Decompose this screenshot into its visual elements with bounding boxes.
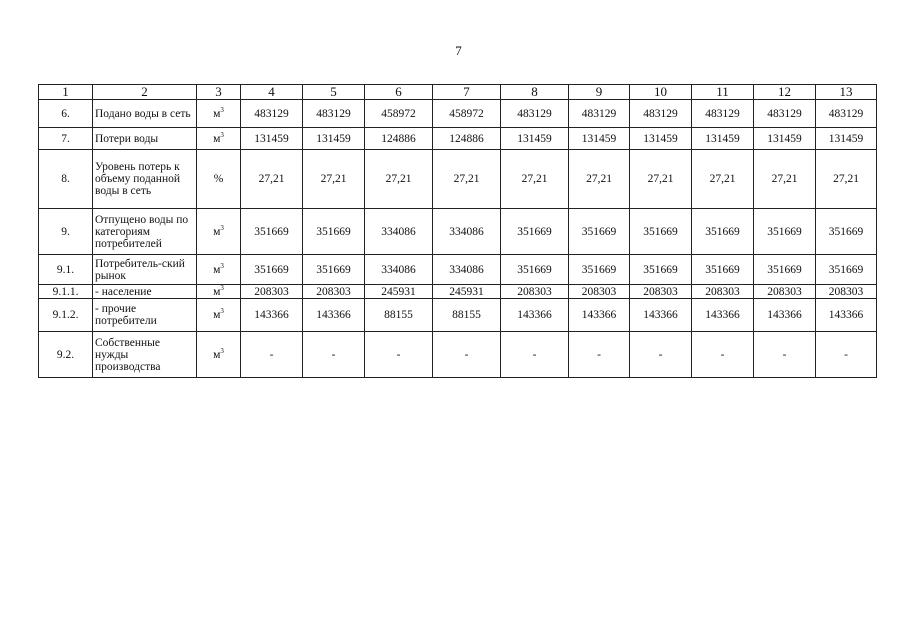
table-row	[39, 285, 877, 299]
value-cell: 124886	[433, 128, 501, 150]
unit-superscript: 3	[220, 346, 224, 355]
row-name: Отпущено воды по категориям потребителей	[93, 209, 197, 255]
value-cell: 131459	[569, 128, 630, 150]
unit-superscript: 3	[220, 284, 224, 292]
value-cell: 208303	[754, 285, 816, 299]
header-row	[39, 85, 877, 100]
value-cell: 483129	[501, 100, 569, 128]
value-cell: 351669	[501, 209, 569, 255]
unit-text: м	[213, 132, 221, 145]
value-cell: 334086	[433, 255, 501, 285]
value-cell: 131459	[630, 128, 692, 150]
row-number: 9.1.1.	[39, 285, 93, 299]
value-cell: 334086	[433, 209, 501, 255]
value-cell: 351669	[303, 255, 365, 285]
value-cell: 483129	[692, 100, 754, 128]
value-cell: 143366	[692, 299, 754, 332]
column-header: 8	[501, 85, 569, 100]
table-row	[39, 209, 877, 255]
row-unit	[197, 150, 241, 209]
value-cell: -	[816, 332, 877, 378]
value-cell: 27,21	[501, 150, 569, 209]
value-cell: 27,21	[569, 150, 630, 209]
value-cell: 483129	[303, 100, 365, 128]
table-row	[39, 332, 877, 378]
column-header: 2	[93, 85, 197, 100]
value-cell: 88155	[365, 299, 433, 332]
column-header: 10	[630, 85, 692, 100]
value-cell: 124886	[365, 128, 433, 150]
value-cell: 143366	[816, 299, 877, 332]
value-cell: 351669	[303, 209, 365, 255]
value-cell: 351669	[754, 255, 816, 285]
value-cell: 143366	[303, 299, 365, 332]
row-unit	[197, 285, 241, 299]
value-cell: 208303	[630, 285, 692, 299]
unit-text: м	[213, 309, 221, 321]
value-cell: -	[365, 332, 433, 378]
row-unit	[197, 209, 241, 255]
value-cell: 351669	[816, 209, 877, 255]
value-cell: 334086	[365, 255, 433, 285]
value-cell: 143366	[501, 299, 569, 332]
row-name: - прочие потребители	[93, 299, 197, 332]
row-name: Потребитель-ский рынок	[93, 255, 197, 285]
column-header: 6	[365, 85, 433, 100]
column-header: 12	[754, 85, 816, 100]
value-cell: 483129	[754, 100, 816, 128]
value-cell: 27,21	[241, 150, 303, 209]
unit-superscript: 3	[220, 261, 224, 270]
row-name: Уровень потерь к объему поданной воды в сеть	[93, 150, 197, 209]
value-cell: 351669	[241, 255, 303, 285]
row-unit	[197, 100, 241, 128]
unit-text: м	[213, 348, 221, 361]
value-cell: 131459	[692, 128, 754, 150]
value-cell: 245931	[433, 285, 501, 299]
row-number: 9.1.2.	[39, 299, 93, 332]
value-cell: 131459	[303, 128, 365, 150]
row-unit	[197, 255, 241, 285]
value-cell: -	[241, 332, 303, 378]
value-cell: 131459	[754, 128, 816, 150]
value-cell: 27,21	[816, 150, 877, 209]
value-cell: 131459	[241, 128, 303, 150]
table-row	[39, 150, 877, 209]
value-cell: 27,21	[433, 150, 501, 209]
unit-text: %	[213, 173, 224, 185]
unit-text: м	[213, 225, 221, 238]
value-cell: 351669	[692, 255, 754, 285]
table-row	[39, 299, 877, 332]
value-cell: 27,21	[303, 150, 365, 209]
column-header: 13	[816, 85, 877, 100]
column-header: 7	[433, 85, 501, 100]
table-row	[39, 128, 877, 150]
data-table	[38, 84, 877, 378]
column-header: 4	[241, 85, 303, 100]
value-cell: 483129	[816, 100, 877, 128]
column-header: 3	[197, 85, 241, 100]
value-cell: 208303	[303, 285, 365, 299]
column-header: 1	[39, 85, 93, 100]
value-cell: 208303	[241, 285, 303, 299]
row-number: 9.1.	[39, 255, 93, 285]
value-cell: 88155	[433, 299, 501, 332]
value-cell: -	[630, 332, 692, 378]
unit-superscript: 3	[220, 307, 224, 316]
row-number: 7.	[39, 128, 93, 150]
value-cell: 351669	[501, 255, 569, 285]
value-cell: 208303	[501, 285, 569, 299]
value-cell: 351669	[569, 255, 630, 285]
value-cell: -	[754, 332, 816, 378]
value-cell: 143366	[630, 299, 692, 332]
row-number: 8.	[39, 150, 93, 209]
value-cell: 143366	[241, 299, 303, 332]
row-unit	[197, 128, 241, 150]
value-cell: 351669	[630, 209, 692, 255]
column-header: 11	[692, 85, 754, 100]
value-cell: -	[433, 332, 501, 378]
column-header: 9	[569, 85, 630, 100]
value-cell: -	[569, 332, 630, 378]
value-cell: 27,21	[630, 150, 692, 209]
value-cell: 334086	[365, 209, 433, 255]
value-cell: 483129	[630, 100, 692, 128]
value-cell: 458972	[433, 100, 501, 128]
table-row	[39, 255, 877, 285]
row-unit	[197, 332, 241, 378]
value-cell: -	[501, 332, 569, 378]
value-cell: 143366	[569, 299, 630, 332]
value-cell: 483129	[241, 100, 303, 128]
unit-superscript: 3	[220, 223, 224, 232]
unit-superscript: 3	[220, 130, 224, 139]
page-number: 7	[455, 43, 462, 58]
value-cell: 208303	[692, 285, 754, 299]
row-unit	[197, 299, 241, 332]
row-number: 9.	[39, 209, 93, 255]
value-cell: 351669	[630, 255, 692, 285]
value-cell: 351669	[816, 255, 877, 285]
value-cell: 458972	[365, 100, 433, 128]
row-number: 9.2.	[39, 332, 93, 378]
column-header: 5	[303, 85, 365, 100]
unit-text: м	[213, 107, 221, 120]
value-cell: 27,21	[692, 150, 754, 209]
value-cell: 208303	[569, 285, 630, 299]
value-cell: 245931	[365, 285, 433, 299]
value-cell: 131459	[816, 128, 877, 150]
value-cell: 27,21	[365, 150, 433, 209]
unit-text: м	[213, 285, 221, 298]
value-cell: 483129	[569, 100, 630, 128]
row-name: Потери воды	[93, 128, 197, 150]
unit-text: м	[213, 263, 221, 276]
row-number: 6.	[39, 100, 93, 128]
value-cell: 131459	[501, 128, 569, 150]
value-cell: 208303	[816, 285, 877, 299]
table-row	[39, 100, 877, 128]
row-name: Подано воды в сеть	[93, 100, 197, 128]
value-cell: 351669	[754, 209, 816, 255]
value-cell: -	[303, 332, 365, 378]
value-cell: 351669	[692, 209, 754, 255]
unit-superscript: 3	[220, 105, 224, 114]
value-cell: 351669	[569, 209, 630, 255]
value-cell: 27,21	[754, 150, 816, 209]
value-cell: -	[692, 332, 754, 378]
row-name: Собственные нужды производства	[93, 332, 197, 378]
value-cell: 351669	[241, 209, 303, 255]
value-cell: 143366	[754, 299, 816, 332]
row-name: - население	[93, 285, 197, 299]
